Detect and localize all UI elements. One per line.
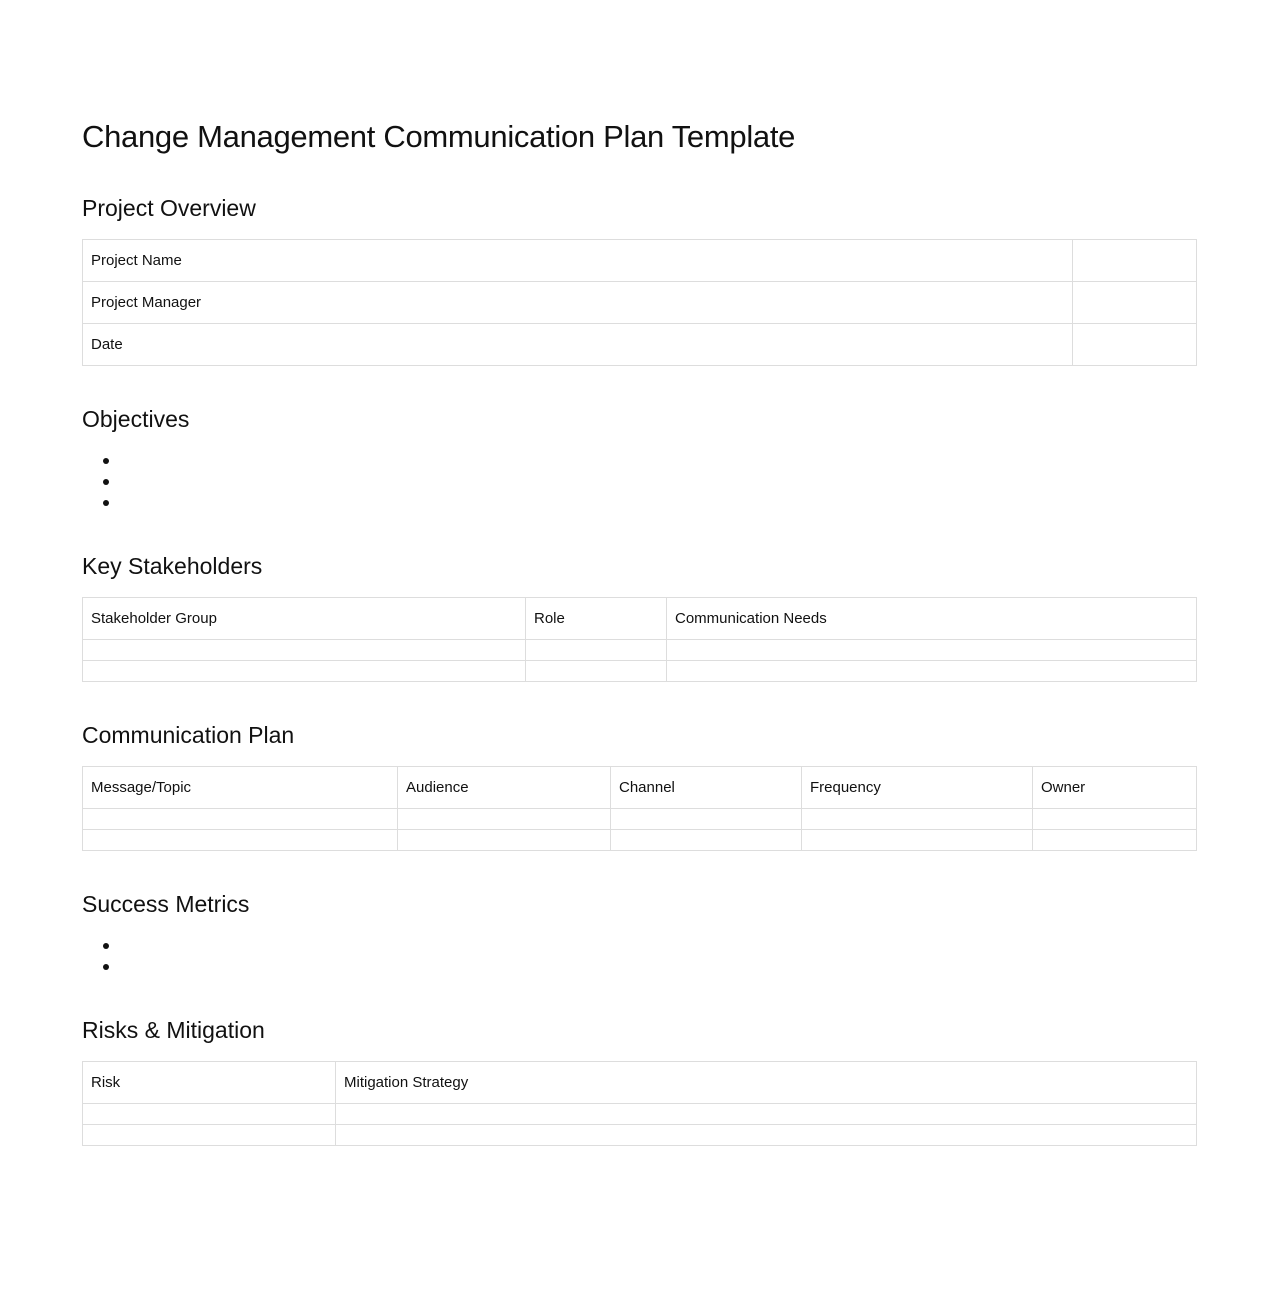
success-metrics-heading: Success Metrics	[82, 891, 250, 917]
project-overview-table	[82, 239, 1197, 366]
project-manager-value[interactable]	[1073, 282, 1197, 324]
column-header-frequency: Frequency	[802, 767, 1033, 809]
risks-mitigation-table	[82, 1061, 1197, 1146]
risks-mitigation-heading: Risks & Mitigation	[82, 1017, 265, 1043]
project-overview-heading: Project Overview	[82, 195, 256, 221]
key-stakeholders-table	[82, 597, 1197, 682]
table-row	[83, 240, 1197, 282]
table-row	[83, 1125, 1197, 1146]
table-cell[interactable]	[526, 640, 667, 661]
table-cell[interactable]	[667, 640, 1197, 661]
table-cell[interactable]	[398, 809, 611, 830]
table-row	[83, 809, 1197, 830]
table-cell[interactable]	[802, 809, 1033, 830]
table-row	[83, 661, 1197, 682]
column-header-communication-needs: Communication Needs	[667, 598, 1197, 640]
project-name-value[interactable]	[1073, 240, 1197, 282]
table-row	[83, 640, 1197, 661]
date-label: Date	[83, 324, 1073, 366]
table-cell[interactable]	[398, 830, 611, 851]
column-header-mitigation-strategy: Mitigation Strategy	[336, 1062, 1197, 1104]
column-header-role: Role	[526, 598, 667, 640]
column-header-audience: Audience	[398, 767, 611, 809]
date-value[interactable]	[1073, 324, 1197, 366]
table-row	[83, 830, 1197, 851]
project-name-label: Project Name	[83, 240, 1073, 282]
table-cell[interactable]	[611, 809, 802, 830]
objectives-heading: Objectives	[82, 406, 190, 432]
column-header-stakeholder-group: Stakeholder Group	[83, 598, 526, 640]
table-cell[interactable]	[83, 640, 526, 661]
table-header-row	[83, 767, 1197, 809]
table-cell[interactable]	[802, 830, 1033, 851]
table-cell[interactable]	[83, 1104, 336, 1125]
page-title: Change Management Communication Plan Template	[82, 119, 796, 154]
table-row	[83, 282, 1197, 324]
table-row	[83, 1104, 1197, 1125]
key-stakeholders-heading: Key Stakeholders	[82, 553, 263, 579]
table-cell[interactable]	[83, 809, 398, 830]
communication-plan-table	[82, 766, 1197, 851]
table-cell[interactable]	[611, 830, 802, 851]
table-cell[interactable]	[526, 661, 667, 682]
column-header-channel: Channel	[611, 767, 802, 809]
communication-plan-heading: Communication Plan	[82, 722, 295, 748]
table-header-row	[83, 1062, 1197, 1104]
table-cell[interactable]	[336, 1125, 1197, 1146]
table-cell[interactable]	[1033, 830, 1197, 851]
table-header-row	[83, 598, 1197, 640]
table-cell[interactable]	[336, 1104, 1197, 1125]
table-cell[interactable]	[83, 830, 398, 851]
column-header-owner: Owner	[1033, 767, 1197, 809]
table-cell[interactable]	[83, 661, 526, 682]
column-header-risk: Risk	[83, 1062, 336, 1104]
table-cell[interactable]	[83, 1125, 336, 1146]
table-row	[83, 324, 1197, 366]
project-manager-label: Project Manager	[83, 282, 1073, 324]
column-header-message-topic: Message/Topic	[83, 767, 398, 809]
table-cell[interactable]	[1033, 809, 1197, 830]
table-cell[interactable]	[667, 661, 1197, 682]
